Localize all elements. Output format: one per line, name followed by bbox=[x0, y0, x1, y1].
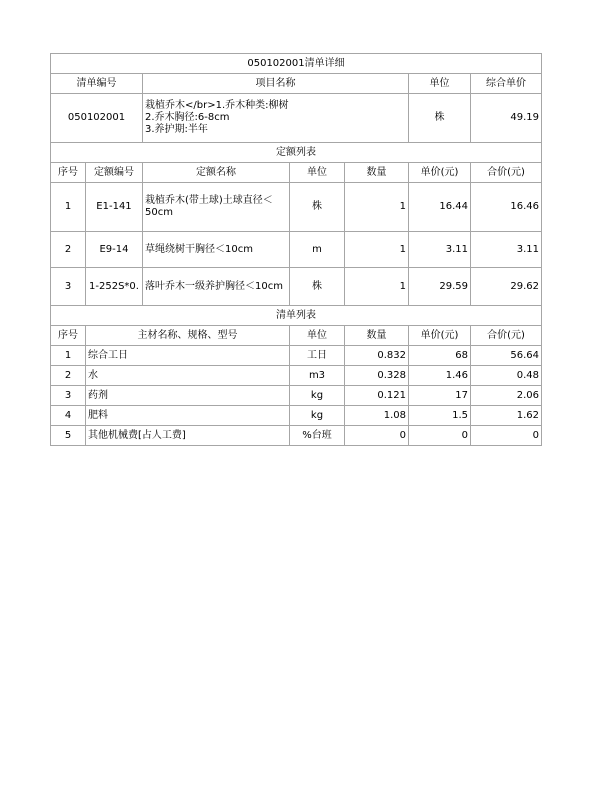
material-header-row bbox=[51, 326, 542, 346]
material-unit-price: 1.46 bbox=[409, 366, 471, 386]
quota-header-code: 定额编号 bbox=[86, 163, 143, 183]
quota-header-total: 合价(元) bbox=[471, 163, 542, 183]
bill-detail-table bbox=[50, 53, 542, 446]
material-row bbox=[51, 386, 542, 406]
quota-row bbox=[51, 183, 542, 232]
material-header-unit: 单位 bbox=[290, 326, 345, 346]
quota-no: 1 bbox=[51, 183, 86, 232]
sheet-title: 050102001清单详细 bbox=[51, 54, 542, 74]
quota-unit: 株 bbox=[290, 183, 345, 232]
material-unit-price: 68 bbox=[409, 346, 471, 366]
material-unit-price: 17 bbox=[409, 386, 471, 406]
material-qty: 1.08 bbox=[345, 406, 409, 426]
quota-code: E9-14 bbox=[86, 232, 143, 268]
material-total: 1.62 bbox=[471, 406, 542, 426]
quota-header-unit-price: 单价(元) bbox=[409, 163, 471, 183]
quota-unit-price: 3.11 bbox=[409, 232, 471, 268]
material-name: 综合工日 bbox=[86, 346, 290, 366]
material-row bbox=[51, 406, 542, 426]
header-composite-price: 综合单价 bbox=[471, 74, 542, 94]
material-header-unit-price: 单价(元) bbox=[409, 326, 471, 346]
material-name: 其他机械费[占人工费] bbox=[86, 426, 290, 446]
header-item-name: 项目名称 bbox=[143, 74, 409, 94]
quota-header-unit: 单位 bbox=[290, 163, 345, 183]
quota-unit: 株 bbox=[290, 268, 345, 306]
header-bill-code: 清单编号 bbox=[51, 74, 143, 94]
quota-header-name: 定额名称 bbox=[143, 163, 290, 183]
quota-qty: 1 bbox=[345, 232, 409, 268]
quota-row bbox=[51, 232, 542, 268]
material-header-qty: 数量 bbox=[345, 326, 409, 346]
quota-header-row bbox=[51, 163, 542, 183]
material-header-no: 序号 bbox=[51, 326, 86, 346]
material-header-total: 合价(元) bbox=[471, 326, 542, 346]
bill-price: 49.19 bbox=[471, 94, 542, 143]
material-name: 肥料 bbox=[86, 406, 290, 426]
quota-unit: m bbox=[290, 232, 345, 268]
bill-item-name: 栽植乔木</br>1.乔木种类:柳树 2.乔木胸径:6-8cm 3.养护期:半年 bbox=[143, 94, 409, 143]
material-section-title: 清单列表 bbox=[51, 306, 542, 326]
material-name: 药剂 bbox=[86, 386, 290, 406]
quota-code: 1-252S*0. bbox=[86, 268, 143, 306]
bill-header-row bbox=[51, 74, 542, 94]
header-unit: 单位 bbox=[409, 74, 471, 94]
material-unit-price: 0 bbox=[409, 426, 471, 446]
quota-qty: 1 bbox=[345, 183, 409, 232]
quota-name: 草绳绕树干胸径＜10cm bbox=[143, 232, 290, 268]
material-name: 水 bbox=[86, 366, 290, 386]
quota-header-no: 序号 bbox=[51, 163, 86, 183]
material-total: 56.64 bbox=[471, 346, 542, 366]
material-total: 2.06 bbox=[471, 386, 542, 406]
quota-header-qty: 数量 bbox=[345, 163, 409, 183]
material-qty: 0.121 bbox=[345, 386, 409, 406]
material-total: 0.48 bbox=[471, 366, 542, 386]
quota-qty: 1 bbox=[345, 268, 409, 306]
quota-row bbox=[51, 268, 542, 306]
quota-total: 29.62 bbox=[471, 268, 542, 306]
bill-unit: 株 bbox=[409, 94, 471, 143]
quota-total: 16.46 bbox=[471, 183, 542, 232]
material-unit-price: 1.5 bbox=[409, 406, 471, 426]
quota-no: 2 bbox=[51, 232, 86, 268]
material-qty: 0 bbox=[345, 426, 409, 446]
material-qty: 0.328 bbox=[345, 366, 409, 386]
quota-no: 3 bbox=[51, 268, 86, 306]
material-qty: 0.832 bbox=[345, 346, 409, 366]
material-no: 4 bbox=[51, 406, 86, 426]
quota-name: 栽植乔木(带土球)土球直径＜50cm bbox=[143, 183, 290, 232]
bill-row bbox=[51, 94, 542, 143]
quota-name: 落叶乔木一级养护胸径＜10cm bbox=[143, 268, 290, 306]
material-row bbox=[51, 426, 542, 446]
bill-code: 050102001 bbox=[51, 94, 143, 143]
material-no: 5 bbox=[51, 426, 86, 446]
quota-total: 3.11 bbox=[471, 232, 542, 268]
quota-unit-price: 29.59 bbox=[409, 268, 471, 306]
material-no: 1 bbox=[51, 346, 86, 366]
material-row bbox=[51, 346, 542, 366]
quota-code: E1-141 bbox=[86, 183, 143, 232]
material-unit: kg bbox=[290, 406, 345, 426]
material-unit: m3 bbox=[290, 366, 345, 386]
material-total: 0 bbox=[471, 426, 542, 446]
material-unit: 工日 bbox=[290, 346, 345, 366]
quota-section-title: 定额列表 bbox=[51, 143, 542, 163]
material-header-name: 主材名称、规格、型号 bbox=[86, 326, 290, 346]
material-no: 2 bbox=[51, 366, 86, 386]
material-row bbox=[51, 366, 542, 386]
quota-unit-price: 16.44 bbox=[409, 183, 471, 232]
material-unit: %台班 bbox=[290, 426, 345, 446]
material-unit: kg bbox=[290, 386, 345, 406]
material-no: 3 bbox=[51, 386, 86, 406]
